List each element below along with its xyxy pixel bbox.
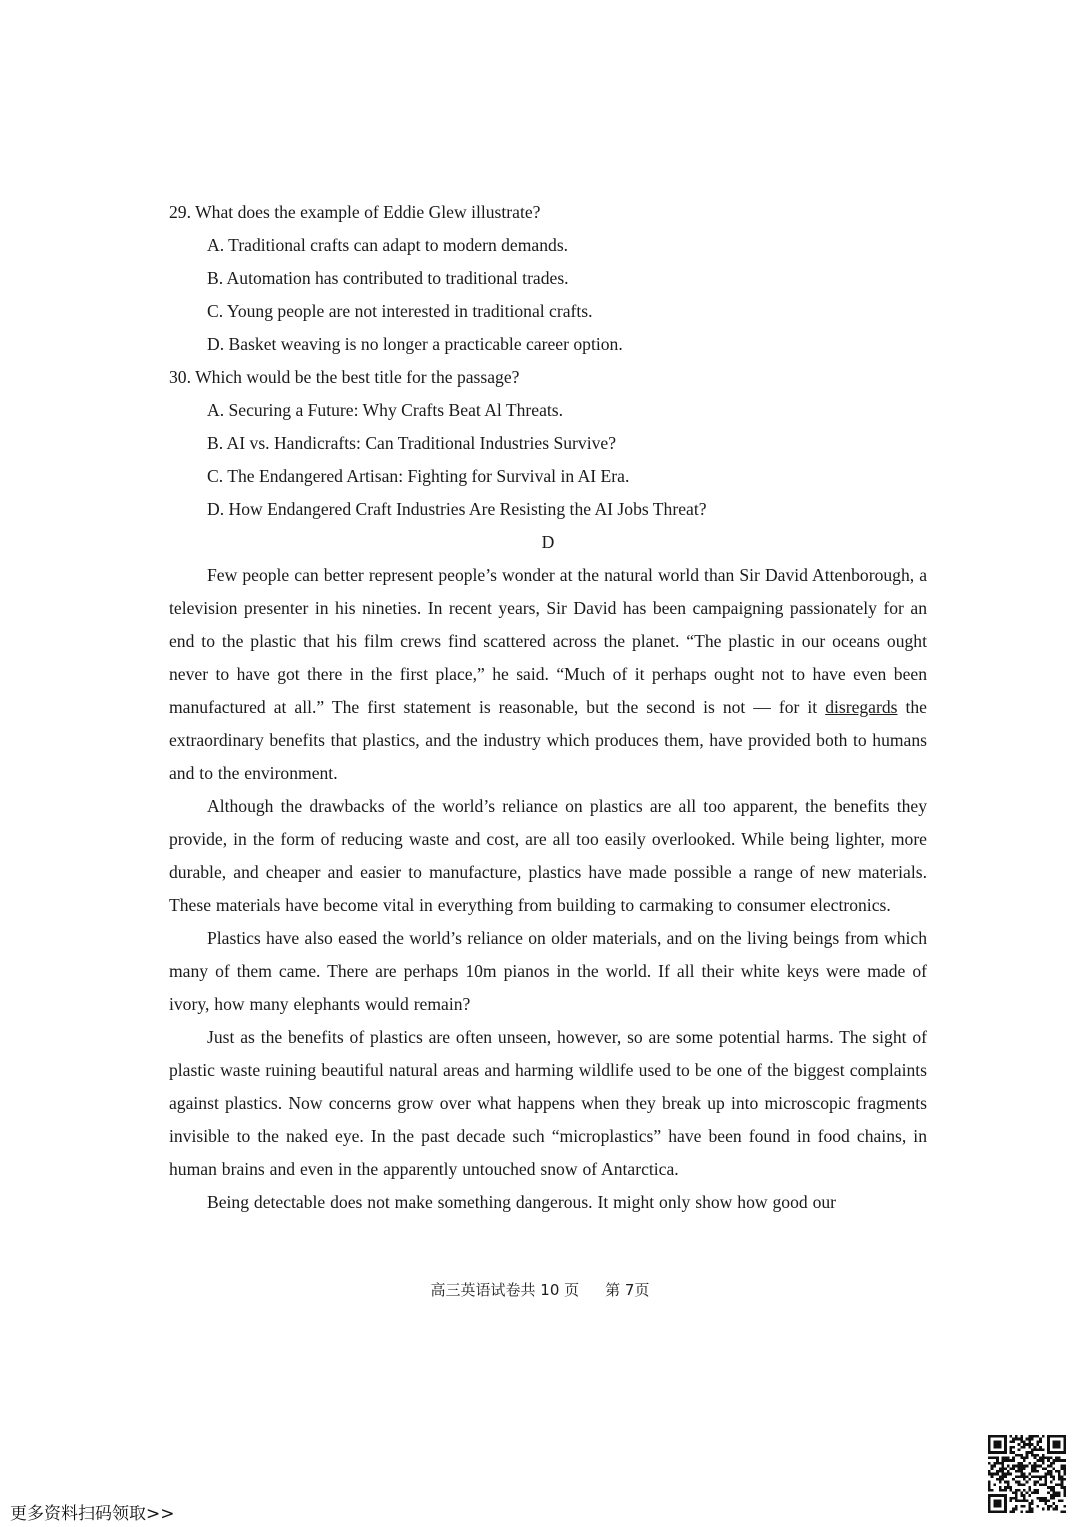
footer-page-number: 第 7页 [605,1281,650,1299]
option-b: B. AI vs. Handicrafts: Can Traditional Industries Survive? [207,433,617,453]
paragraph-text: Few people can better represent people’s wonder at the natural world than Sir David Attenborough, a television presenter in his nineties. In recent years, Sir David has been campaigning passionately for an end to the plastic that his film crews find scattered across the planet. “The plastic in our oceans ought never to have got there in the first place,” he said. “Much of it perhaps ought not to have even been manufactured at all.” The first statement is reasonable, but the second is not — for it [169,565,927,717]
option-d: D. Basket weaving is no longer a practicable career option. [207,334,623,354]
exam-page-content [169,196,927,1219]
question-30 [169,361,927,526]
option-c: C. Young people are not interested in traditional crafts. [207,301,593,321]
passage-paragraph-5: Being detectable does not make something dangerous. It might only show how good our [207,1192,837,1212]
page-footer [0,1279,1080,1300]
passage-paragraph-4: Just as the benefits of plastics are often unseen, however, so are some potential harms. The sight of plastic waste ruining beautiful natural areas and harming wildlife used to be one of the biggest complaints against plastics. Now concerns grow over what happens when they break up into microscopic fragments invisible to the naked eye. In the past decade such “microplastics” have been found in food chains, in human brains and even in the apparently untouched snow of Antarctica. [169,1027,927,1179]
question-stem: 30. Which would be the best title for the passage? [169,367,520,387]
option-d: D. How Endangered Craft Industries Are Resisting the AI Jobs Threat? [207,499,707,519]
section-heading: D [541,532,555,552]
option-b: B. Automation has contributed to traditional trades. [207,268,569,288]
paragraph-text: the extraordinary benefits that plastics, and the industry which produces them, have provided both to humans and to the environment. [169,697,927,783]
question-29 [169,196,927,361]
underlined-word: disregards [825,697,898,717]
more-resources-link[interactable]: 更多资料扫码领取>> [10,1504,175,1524]
question-stem: 29. What does the example of Eddie Glew illustrate? [169,202,541,222]
passage-paragraph-3: Plastics have also eased the world’s reliance on older materials, and on the living beings from which many of them came. There are perhaps 10m pianos in the world. If all their white keys were made of ivory, how many elephants would remain? [169,928,927,1014]
passage-paragraph-1 [169,559,927,790]
passage-paragraph-2: Although the drawbacks of the world’s reliance on plastics are all too apparent, the benefits they provide, in the form of reducing waste and cost, are all too easily overlooked. While being lighter, more durable, and cheaper and easier to manufacture, plastics have made possible a range of new materials. These materials have become vital in everything from building to carmaking to consumer electronics. [169,796,927,915]
footer-total-pages: 高三英语试卷共 10 页 [430,1281,580,1299]
option-c: C. The Endangered Artisan: Fighting for Survival in AI Era. [207,466,630,486]
option-a: A. Traditional crafts can adapt to modern demands. [207,235,569,255]
qr-code-icon[interactable] [988,1435,1066,1513]
option-a: A. Securing a Future: Why Crafts Beat Al Threats. [207,400,564,420]
